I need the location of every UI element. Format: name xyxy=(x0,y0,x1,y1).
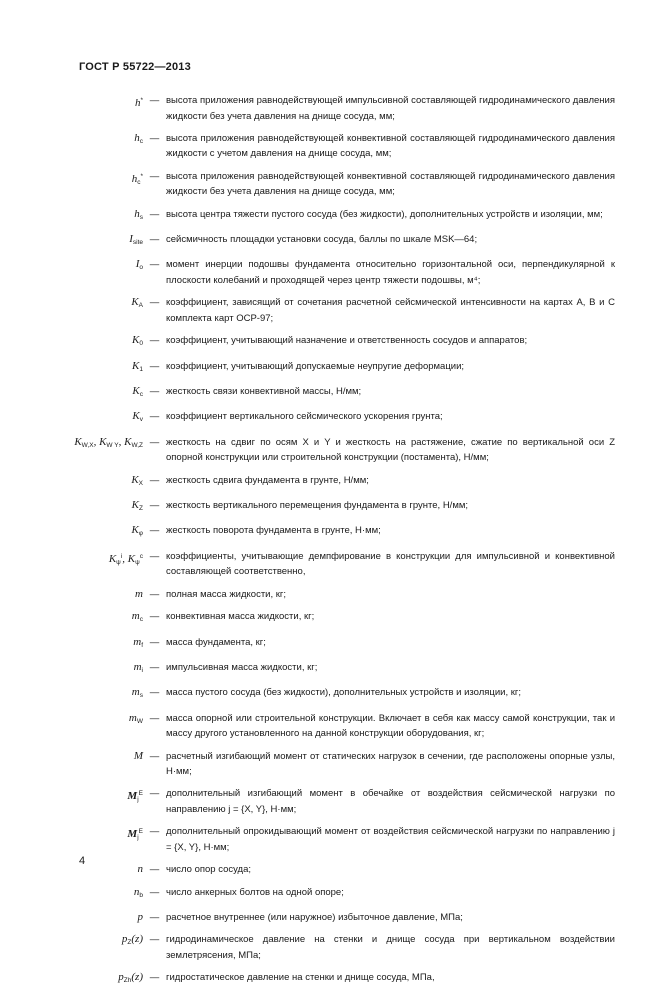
symbol-subscript: s xyxy=(139,692,143,700)
symbol-main: K xyxy=(132,385,140,398)
definition-symbol xyxy=(0,862,143,878)
symbol-subscript: W,Z xyxy=(131,441,143,449)
definition-dash: — xyxy=(149,411,160,423)
definition-row xyxy=(0,232,661,251)
definition-text: гидродинамическое давление на стенки и днище сосуда при вертикальном воздействии землетрясения, МПа; xyxy=(166,934,615,961)
definition-symbol xyxy=(0,635,143,654)
definition-row xyxy=(0,169,661,200)
definition-symbol xyxy=(0,885,143,904)
symbol-main: m xyxy=(135,587,143,600)
definition-row xyxy=(0,910,661,926)
symbol-superscript: E xyxy=(138,828,143,836)
definition-text: жесткость поворота фундамента в грунте, Н·мм; xyxy=(166,525,381,537)
definition-symbol xyxy=(0,685,143,704)
definition-row xyxy=(0,932,661,963)
document-header: ГОСТ Р 55722—2013 xyxy=(79,61,191,73)
definition-text: коэффициент вертикального сейсмического ускорения грунта; xyxy=(166,411,443,423)
symbol-subscript: j xyxy=(137,834,139,842)
definition-row xyxy=(0,207,661,226)
symbol-main: m xyxy=(131,610,140,623)
definition-dash: — xyxy=(149,611,160,623)
definition-row xyxy=(0,711,661,742)
definition-text: высота приложения равнодействующей импульсивной составляющей гидродинамического давления жидкости без учета давления на днище сосуда, мм; xyxy=(166,95,615,122)
definition-text: расчетное внутреннее (или наружное) избыточное давление, МПа; xyxy=(166,912,463,924)
definition-symbol xyxy=(0,711,143,730)
symbol-superscript: i xyxy=(120,552,123,560)
definition-symbol xyxy=(0,169,143,191)
definition-text: импульсивная масса жидкости, кг; xyxy=(166,661,318,673)
symbol-main: K xyxy=(132,334,140,347)
definition-symbol xyxy=(0,970,143,989)
definition-row xyxy=(0,970,661,989)
symbol-main: M xyxy=(133,749,143,762)
definition-text: сейсмичность площадки установки сосуда, баллы по шкале MSK—64; xyxy=(166,234,478,246)
symbol-subscript: φ xyxy=(138,530,143,538)
symbol-subscript: W xyxy=(136,717,143,725)
definition-dash: — xyxy=(149,297,160,309)
symbol-main: M xyxy=(127,790,138,803)
symbol-subscript: site xyxy=(132,239,143,247)
symbol-main: m xyxy=(131,686,140,699)
definition-dash: — xyxy=(149,208,160,220)
definition-text: полная масса жидкости, кг; xyxy=(166,588,287,600)
definition-symbol xyxy=(0,910,143,926)
definition-text: дополнительный изгибающий момент в обечайке от воздействия сейсмической нагрузки по направлению j = {X, Y}, Н·мм; xyxy=(166,788,615,815)
definition-row xyxy=(0,257,661,288)
definition-symbol xyxy=(0,473,143,492)
definition-dash: — xyxy=(149,687,160,699)
symbol-main: , K xyxy=(118,435,132,448)
definition-dash: — xyxy=(149,170,160,182)
definition-row xyxy=(0,549,661,580)
symbol-subscript: f xyxy=(141,641,143,649)
definition-dash: — xyxy=(149,550,160,562)
definition-text: масса пустого сосуда (без жидкости), дополнительных устройств и изоляции, кг; xyxy=(166,687,522,699)
definition-dash: — xyxy=(149,912,160,924)
symbol-superscript: * xyxy=(140,172,143,180)
symbol-superscript: E xyxy=(138,790,143,798)
symbol-subscript: Z xyxy=(127,939,132,947)
definition-text: число анкерных болтов на одной опоре; xyxy=(166,886,344,898)
definition-row xyxy=(0,498,661,517)
symbol-main: h xyxy=(134,131,140,144)
definition-symbol xyxy=(0,295,143,314)
symbol-subscript: ψ xyxy=(135,558,140,566)
symbol-subscript: Zh xyxy=(123,977,132,985)
definition-dash: — xyxy=(149,500,160,512)
definition-row xyxy=(0,587,661,603)
definition-dash: — xyxy=(149,588,160,600)
page-number: 4 xyxy=(79,855,86,867)
symbol-main: K xyxy=(132,410,140,423)
definition-symbol xyxy=(0,786,143,808)
definition-text: дополнительный опрокидывающий момент от воздействия сейсмической нагрузки по направлению j = {X, Y}, Н·мм; xyxy=(166,826,615,853)
symbol-main: , K xyxy=(122,552,136,565)
definition-text: расчетный изгибающий момент от статических нагрузок в сечении, где расположены опорные узлы, Н·мм; xyxy=(166,750,615,778)
symbol-subscript: c xyxy=(139,616,143,624)
definition-dash: — xyxy=(149,712,160,724)
definition-dash: — xyxy=(149,436,160,448)
definition-row xyxy=(0,685,661,704)
definition-symbol xyxy=(0,609,143,628)
definition-symbol xyxy=(0,359,143,378)
definition-symbol xyxy=(0,232,143,251)
definition-row xyxy=(0,824,661,855)
definition-text: масса опорной или строительной конструкции. Включает в себя как массу самой конструкции, так и массу другого установленного на данной конструкции оборудования, кг; xyxy=(166,712,615,740)
symbol-main: , K xyxy=(93,435,107,448)
definition-row xyxy=(0,786,661,817)
definition-text: число опор сосуда; xyxy=(166,864,252,876)
symbol-subscript: A xyxy=(138,302,143,310)
definition-text: момент инерции подошвы фундамента относительно горизонтальной оси, перпендикулярной к плоскости колебаний и проходящей через центр тяжести подошвы, м⁴; xyxy=(166,259,615,286)
symbol-main: K xyxy=(131,296,139,309)
symbol-subscript: 1 xyxy=(139,365,143,373)
definition-row xyxy=(0,749,661,780)
definition-dash: — xyxy=(149,525,160,537)
definition-text: жесткость сдвига фундамента в грунте, Н/мм; xyxy=(166,474,369,486)
definition-row xyxy=(0,523,661,542)
symbol-main: p xyxy=(137,911,143,924)
symbol-main: m xyxy=(133,660,142,673)
symbol-main: h xyxy=(134,97,141,109)
symbol-main: M xyxy=(127,828,138,841)
definition-row xyxy=(0,635,661,654)
symbol-argument: (z) xyxy=(131,971,143,984)
definition-symbol xyxy=(0,523,143,542)
definition-dash: — xyxy=(149,972,160,984)
symbol-subscript: c xyxy=(137,178,141,186)
symbol-main: K xyxy=(74,435,82,448)
symbol-subscript: c xyxy=(139,391,143,399)
symbol-main: p xyxy=(118,971,124,984)
symbol-subscript: s xyxy=(139,213,143,221)
symbol-superscript: * xyxy=(140,97,143,104)
symbol-subscript: W,X xyxy=(81,441,94,449)
definition-text: коэффициент, зависящий от сочетания расчетной сейсмической интенсивности на картах А, В и С комплекта карт ОСР-97; xyxy=(166,297,615,324)
symbol-superscript: c xyxy=(139,552,143,560)
definitions-list xyxy=(0,93,661,996)
symbol-main: m xyxy=(133,635,142,648)
definition-dash: — xyxy=(149,234,160,246)
definition-row xyxy=(0,295,661,326)
symbol-main: h xyxy=(131,172,138,185)
definition-symbol xyxy=(0,824,143,846)
symbol-main: K xyxy=(108,552,117,565)
definition-row xyxy=(0,384,661,403)
definition-dash: — xyxy=(149,886,160,898)
definition-row xyxy=(0,333,661,352)
definition-text: высота приложения равнодействующей конвективной составляющей гидродинамического давления жидкости с учетом давления на днище сосуда, мм; xyxy=(166,132,615,160)
definition-row xyxy=(0,473,661,492)
definition-text: масса фундамента, кг; xyxy=(166,636,266,648)
definition-text: гидростатическое давление на стенки и днище сосуда, МПа, xyxy=(166,972,435,984)
definition-dash: — xyxy=(149,788,160,800)
definition-dash: — xyxy=(149,826,160,838)
symbol-main: p xyxy=(121,933,128,946)
symbol-main: m xyxy=(128,711,137,724)
symbol-subscript: b xyxy=(139,891,143,899)
definition-dash: — xyxy=(149,636,160,648)
definition-symbol xyxy=(0,549,143,571)
definition-text: конвективная масса жидкости, кг; xyxy=(166,611,315,623)
definition-row xyxy=(0,609,661,628)
definition-symbol xyxy=(0,207,143,226)
symbol-main: I xyxy=(135,258,140,271)
definition-dash: — xyxy=(149,474,160,486)
definition-symbol xyxy=(0,93,143,112)
definition-text: коэффициент, учитывающий назначение и ответственность сосудов и аппаратов; xyxy=(166,335,528,347)
definition-dash: — xyxy=(149,661,160,673)
definition-symbol xyxy=(0,333,143,352)
definition-row xyxy=(0,359,661,378)
definition-dash: — xyxy=(149,360,160,372)
symbol-subscript: X xyxy=(138,479,143,487)
symbol-main: K xyxy=(131,473,139,486)
symbol-subscript: W Y xyxy=(106,441,119,449)
definition-dash: — xyxy=(149,95,160,106)
definition-symbol xyxy=(0,587,143,603)
definition-row xyxy=(0,409,661,428)
definition-dash: — xyxy=(149,934,160,946)
definition-dash: — xyxy=(149,386,160,398)
definition-dash: — xyxy=(149,335,160,347)
definition-row xyxy=(0,862,661,878)
symbol-main: K xyxy=(131,524,139,537)
definition-dash: — xyxy=(149,259,160,271)
definition-symbol xyxy=(0,257,143,276)
symbol-subscript: c xyxy=(139,137,143,145)
definition-row xyxy=(0,93,661,124)
symbol-argument: (z) xyxy=(131,933,143,946)
definition-symbol xyxy=(0,749,143,765)
definition-text: коэффициент, учитывающий допускаемые неупругие деформации; xyxy=(166,360,465,372)
definition-text: коэффициенты, учитывающие демпфирование в конструкции для импульсивной и конвективной составляющей соответственно, xyxy=(166,550,615,578)
definition-text: жесткость связи конвективной массы, Н/мм; xyxy=(166,386,362,398)
symbol-subscript: ψ xyxy=(116,558,121,566)
definition-row xyxy=(0,885,661,904)
definition-symbol xyxy=(0,131,143,150)
symbol-main: h xyxy=(134,207,140,220)
symbol-main: n xyxy=(133,885,140,898)
symbol-subscript: o xyxy=(139,264,143,272)
symbol-subscript: Z xyxy=(139,505,143,513)
definition-text: высота приложения равнодействующей конвективной составляющей гидродинамического давления жидкости без учета давления на днище сосуда, мм; xyxy=(166,170,615,198)
definition-symbol xyxy=(0,435,143,454)
definition-symbol xyxy=(0,660,143,679)
symbol-main: I xyxy=(129,233,133,246)
definition-row xyxy=(0,435,661,466)
symbol-subscript: v xyxy=(139,416,143,424)
definition-text: жесткость на сдвиг по осям X и Y и жесткость на растяжение, сжатие по вертикальной оси Z опорной конструкции или строительной конструкции (постамента), Н/мм; xyxy=(166,436,615,464)
definition-dash: — xyxy=(149,864,160,876)
definition-row xyxy=(0,131,661,162)
definition-text: жесткость вертикального перемещения фундамента в грунте, Н/мм; xyxy=(166,500,469,512)
definition-text: высота центра тяжести пустого сосуда (без жидкости), дополнительных устройств и изоляции, мм; xyxy=(166,208,603,220)
symbol-subscript: i xyxy=(141,666,143,674)
definition-dash: — xyxy=(149,750,160,762)
symbol-main: K xyxy=(131,499,140,512)
definition-dash: — xyxy=(149,132,160,144)
symbol-subscript: j xyxy=(137,796,139,804)
definition-symbol xyxy=(0,409,143,428)
symbol-main: n xyxy=(137,863,143,876)
definition-symbol xyxy=(0,384,143,403)
definition-symbol xyxy=(0,932,143,951)
definition-symbol xyxy=(0,498,143,517)
definition-row xyxy=(0,660,661,679)
symbol-subscript: 0 xyxy=(139,340,143,348)
symbol-main: K xyxy=(132,359,140,372)
